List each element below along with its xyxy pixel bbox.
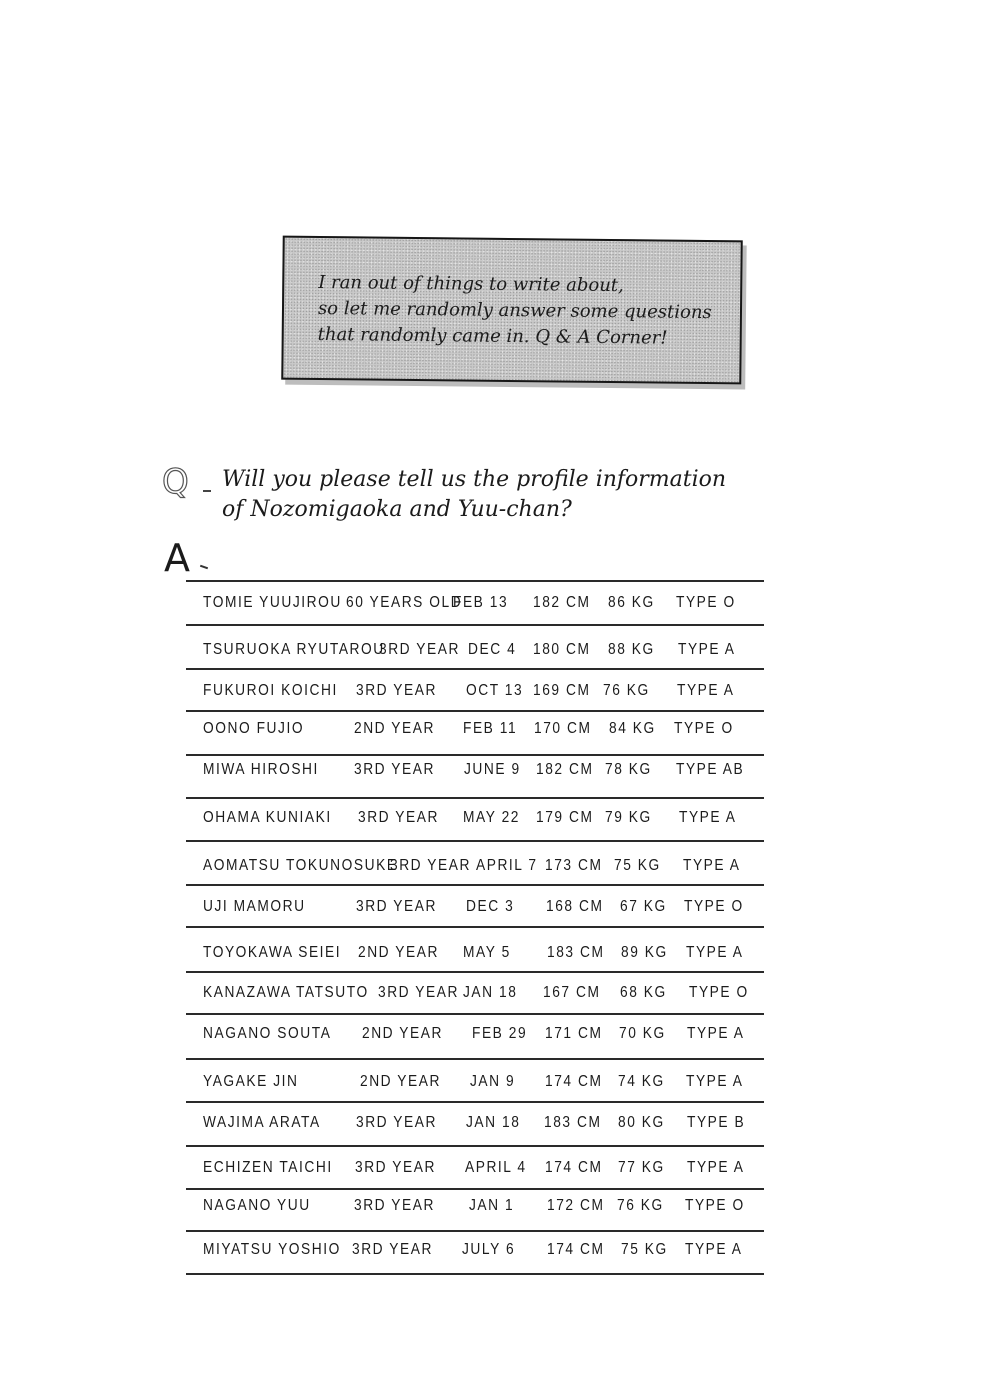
- table-rule: [186, 1230, 764, 1232]
- profile-weight: 84 KG: [609, 720, 656, 737]
- question-marker-dash: [203, 490, 211, 492]
- profile-weight: 70 KG: [619, 1025, 666, 1042]
- profile-blood-type: TYPE A: [677, 682, 735, 699]
- profile-weight: 75 KG: [614, 857, 661, 874]
- profile-blood-type: TYPE O: [685, 1197, 745, 1214]
- profile-height: 168 CM: [546, 898, 604, 915]
- profile-name: TSURUOKA RYUTAROU: [203, 641, 385, 658]
- profile-year: 3RD YEAR: [356, 682, 437, 699]
- profile-blood-type: TYPE O: [684, 898, 744, 915]
- profile-height: 169 CM: [533, 682, 591, 699]
- table-rule: [186, 840, 764, 842]
- profile-blood-type: TYPE A: [679, 809, 737, 826]
- answer-marker-dash: [200, 565, 208, 570]
- question-line-2: of Nozomigaoka and Yuu-chan?: [222, 497, 572, 522]
- profile-year: 3RD YEAR: [390, 857, 471, 874]
- profile-height: 167 CM: [543, 984, 601, 1001]
- profile-name: MIYATSU YOSHIO: [203, 1241, 341, 1258]
- profile-weight: 76 KG: [617, 1197, 664, 1214]
- profile-birthday: APRIL 7: [476, 857, 538, 874]
- profile-height: 174 CM: [545, 1159, 603, 1176]
- profile-year: 3RD YEAR: [378, 984, 459, 1001]
- profile-birthday: JAN 9: [470, 1073, 516, 1090]
- profile-name: MIWA HIROSHI: [203, 761, 319, 778]
- profile-blood-type: TYPE A: [686, 1073, 744, 1090]
- profile-weight: 75 KG: [621, 1241, 668, 1258]
- profile-birthday: MAY 5: [463, 944, 511, 961]
- table-rule: [186, 580, 764, 582]
- profile-weight: 78 KG: [605, 761, 652, 778]
- profile-height: 183 CM: [547, 944, 605, 961]
- profile-blood-type: TYPE A: [685, 1241, 743, 1258]
- profile-year: 3RD YEAR: [352, 1241, 433, 1258]
- profile-weight: 77 KG: [618, 1159, 665, 1176]
- profile-weight: 89 KG: [621, 944, 668, 961]
- profile-year: 3RD YEAR: [358, 809, 439, 826]
- profile-blood-type: TYPE A: [687, 1159, 745, 1176]
- profile-blood-type: TYPE A: [678, 641, 736, 658]
- profile-birthday: MAY 22: [463, 809, 520, 826]
- profile-year: 60 YEARS OLD: [346, 594, 463, 611]
- profile-birthday: FEB 29: [472, 1025, 528, 1042]
- profile-name: WAJIMA ARATA: [203, 1114, 321, 1131]
- profile-height: 182 CM: [533, 594, 591, 611]
- profile-birthday: FEB 11: [463, 720, 518, 737]
- profile-height: 180 CM: [533, 641, 591, 658]
- table-rule: [186, 710, 764, 712]
- profile-weight: 86 KG: [608, 594, 655, 611]
- profile-height: 170 CM: [534, 720, 592, 737]
- profile-name: AOMATSU TOKUNOSUKE: [203, 857, 398, 874]
- table-rule: [186, 1188, 764, 1190]
- profile-name: NAGANO SOUTA: [203, 1025, 332, 1042]
- question-line-1: Will you please tell us the profile information: [222, 467, 727, 492]
- intro-line-3: that randomly came in. Q & A Corner!: [317, 323, 668, 349]
- profile-name: FUKUROI KOICHI: [203, 682, 338, 699]
- table-rule: [186, 754, 764, 756]
- profile-year: 2ND YEAR: [362, 1025, 443, 1042]
- profile-name: UJI MAMORU: [203, 898, 306, 915]
- intro-line-2: so let me randomly answer some questions: [317, 297, 712, 324]
- profile-blood-type: TYPE O: [689, 984, 749, 1001]
- profile-height: 173 CM: [545, 857, 603, 874]
- profile-blood-type: TYPE A: [686, 944, 744, 961]
- profile-birthday: JUNE 9: [464, 761, 521, 778]
- profile-year: 2ND YEAR: [358, 944, 439, 961]
- profile-blood-type: TYPE O: [676, 594, 736, 611]
- table-rule: [186, 1058, 764, 1060]
- profile-blood-type: TYPE A: [687, 1025, 745, 1042]
- answer-marker: A: [164, 536, 190, 580]
- profile-year: 2ND YEAR: [360, 1073, 441, 1090]
- profile-birthday: JAN 18: [463, 984, 518, 1001]
- table-rule: [186, 971, 764, 973]
- profile-year: 3RD YEAR: [354, 1197, 435, 1214]
- table-rule: [186, 797, 764, 799]
- profile-year: 3RD YEAR: [356, 1114, 437, 1131]
- question-marker: Q: [162, 462, 191, 502]
- profile-birthday: JAN 18: [466, 1114, 521, 1131]
- profile-year: 2ND YEAR: [354, 720, 435, 737]
- profile-blood-type: TYPE A: [683, 857, 741, 874]
- intro-line-1: I ran out of things to write about,: [318, 271, 624, 297]
- profile-birthday: JULY 6: [462, 1241, 516, 1258]
- profile-name: NAGANO YUU: [203, 1197, 311, 1214]
- profile-birthday: APRIL 4: [465, 1159, 527, 1176]
- table-rule: [186, 624, 764, 626]
- profile-name: ECHIZEN TAICHI: [203, 1159, 333, 1176]
- profile-weight: 68 KG: [620, 984, 667, 1001]
- profile-weight: 76 KG: [603, 682, 650, 699]
- profile-name: YAGAKE JIN: [203, 1073, 299, 1090]
- profile-blood-type: TYPE O: [674, 720, 734, 737]
- profile-height: 174 CM: [547, 1241, 605, 1258]
- profile-birthday: DEC 3: [466, 898, 515, 915]
- profile-birthday: DEC 4: [468, 641, 517, 658]
- profile-weight: 67 KG: [620, 898, 667, 915]
- profile-blood-type: TYPE AB: [676, 761, 745, 778]
- profile-weight: 79 KG: [605, 809, 652, 826]
- table-rule: [186, 1273, 764, 1275]
- profile-birthday: FEB 13: [453, 594, 509, 611]
- table-rule: [186, 1013, 764, 1015]
- profile-name: TOMIE YUUJIROU: [203, 594, 342, 611]
- profile-name: KANAZAWA TATSUTO: [203, 984, 369, 1001]
- profile-birthday: OCT 13: [466, 682, 524, 699]
- profile-height: 174 CM: [545, 1073, 603, 1090]
- profile-name: TOYOKAWA SEIEI: [203, 944, 342, 961]
- table-rule: [186, 1145, 764, 1147]
- profile-year: 3RD YEAR: [379, 641, 460, 658]
- profile-height: 171 CM: [545, 1025, 603, 1042]
- table-rule: [186, 1101, 764, 1103]
- profile-weight: 80 KG: [618, 1114, 665, 1131]
- profile-name: OONO FUJIO: [203, 720, 305, 737]
- profile-height: 182 CM: [536, 761, 594, 778]
- profile-year: 3RD YEAR: [354, 761, 435, 778]
- table-rule: [186, 884, 764, 886]
- profile-year: 3RD YEAR: [355, 1159, 436, 1176]
- profile-blood-type: TYPE B: [687, 1114, 746, 1131]
- intro-note-box: [281, 236, 742, 385]
- profile-height: 179 CM: [536, 809, 594, 826]
- profile-weight: 74 KG: [618, 1073, 665, 1090]
- profile-name: OHAMA KUNIAKI: [203, 809, 332, 826]
- profile-height: 172 CM: [547, 1197, 605, 1214]
- profile-year: 3RD YEAR: [356, 898, 437, 915]
- table-rule: [186, 926, 764, 928]
- profile-birthday: JAN 1: [469, 1197, 515, 1214]
- profile-weight: 88 KG: [608, 641, 655, 658]
- profile-height: 183 CM: [544, 1114, 602, 1131]
- table-rule: [186, 668, 764, 670]
